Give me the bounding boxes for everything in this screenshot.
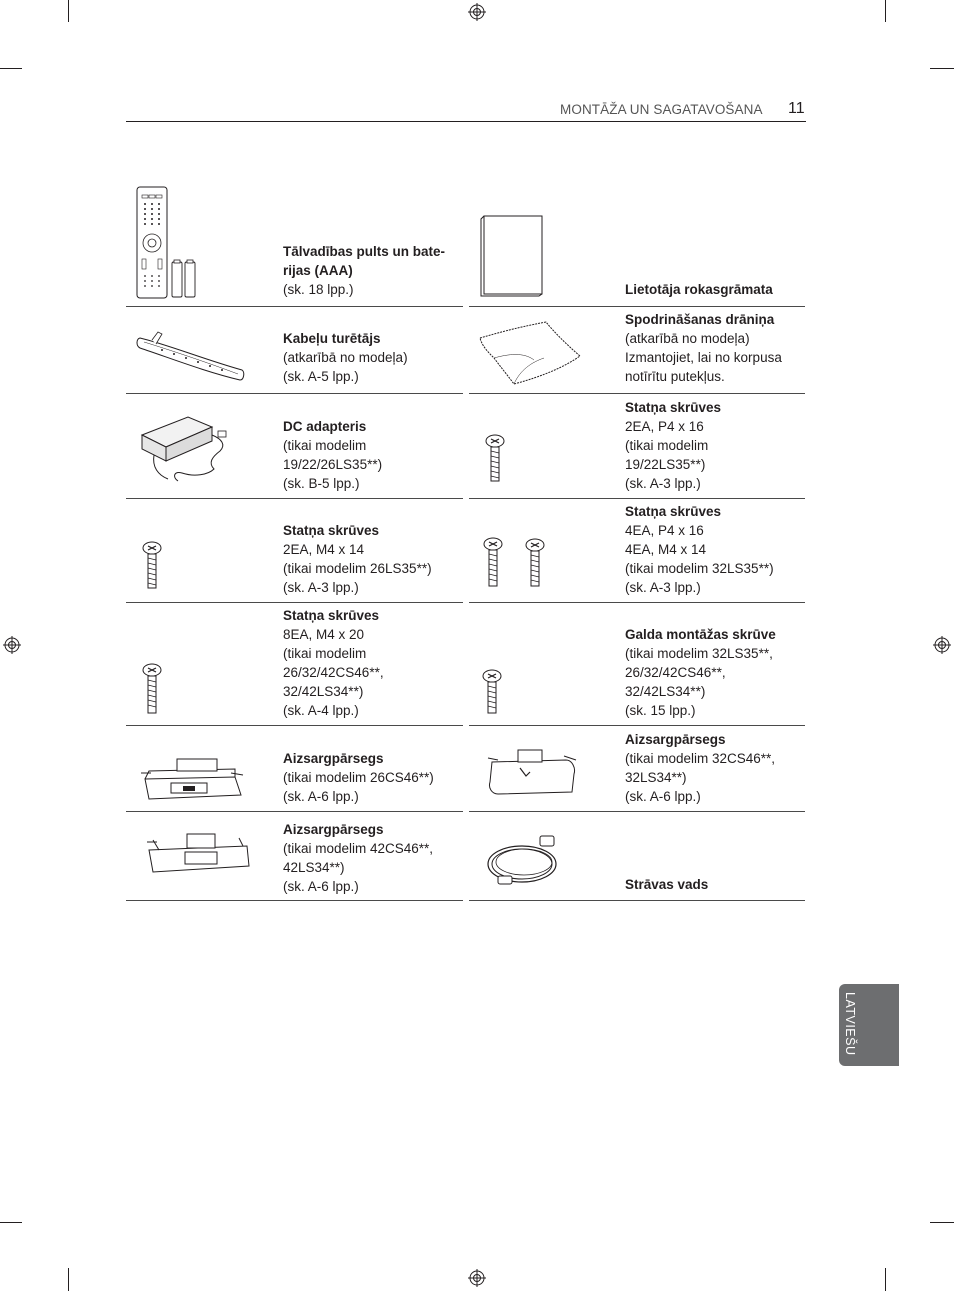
row-divider (126, 306, 463, 307)
item-detail: 32/42LS34**) (625, 684, 706, 699)
item-cover-c-text (283, 820, 433, 896)
item-detail: 4EA, M4 x 14 (625, 542, 707, 557)
item-title-cont: rijas (AAA) (283, 263, 353, 278)
row-divider (126, 811, 463, 812)
manual-booklet-icon (480, 215, 546, 297)
item-detail: (tikai modelim 26LS35**) (283, 561, 432, 576)
item-stand-screws-b-text (283, 521, 432, 597)
language-tab (839, 984, 899, 1066)
protective-cover-small-icon (482, 744, 580, 800)
registration-mark-icon (468, 1269, 486, 1287)
item-detail: (tikai modelim 26CS46**) (283, 770, 434, 785)
remote-control-icon (136, 186, 200, 300)
item-cover-a-text (283, 749, 434, 806)
item-title: Statņa skrūves (625, 504, 722, 519)
item-desk-screw-text (625, 625, 776, 720)
item-detail: (sk. 18 lpp.) (283, 282, 354, 297)
item-detail: (tikai modelim 42CS46**, (283, 841, 434, 856)
item-detail: (atkarībā no modeļa) (625, 331, 750, 346)
item-title: Kabeļu turētājs (283, 331, 381, 346)
two-screws-icon (482, 536, 550, 590)
item-detail: 42LS34**) (283, 860, 345, 875)
item-cable-holder-text (283, 329, 408, 386)
item-detail: 8EA, M4 x 20 (283, 627, 365, 642)
screw-icon (141, 662, 163, 716)
item-manual-text (625, 280, 773, 299)
item-detail: (sk. A-3 lpp.) (283, 580, 359, 595)
item-title: Lietotāja rokasgrāmata (625, 282, 773, 297)
polishing-cloth-icon (474, 318, 586, 388)
item-title: Spodrināšanas drāniņa (625, 312, 775, 327)
item-detail: (tikai modelim (283, 438, 367, 453)
language-tab-label: LATVIEŠU (843, 992, 857, 1056)
registration-mark-icon (933, 636, 951, 654)
item-detail: (sk. A-5 lpp.) (283, 369, 359, 384)
crop-mark (0, 1222, 22, 1223)
item-title: Galda montāžas skrūve (625, 627, 776, 642)
item-cover-b-text (625, 730, 775, 806)
crop-mark (930, 68, 954, 69)
crop-mark (0, 68, 22, 69)
item-stand-screws-c-text (625, 502, 774, 597)
row-divider (126, 602, 463, 603)
item-stand-screws-d-text (283, 606, 384, 720)
crop-mark (68, 1268, 69, 1291)
item-detail: (sk. A-3 lpp.) (625, 580, 701, 595)
item-dc-adapter-text (283, 417, 382, 493)
item-detail: Izmantojiet, lai no korpusa (625, 350, 782, 365)
item-detail: 26/32/42CS46**, (625, 665, 726, 680)
row-divider (126, 498, 463, 499)
item-title: Aizsargpārsegs (283, 822, 384, 837)
row-divider (126, 725, 463, 726)
item-detail: (sk. A-3 lpp.) (625, 476, 701, 491)
item-detail: 2EA, M4 x 14 (283, 542, 365, 557)
item-detail: (sk. B-5 lpp.) (283, 476, 360, 491)
item-detail: (sk. A-6 lpp.) (283, 879, 359, 894)
item-power-cord-text (625, 875, 708, 894)
item-title: Statņa skrūves (625, 400, 722, 415)
item-title: Statņa skrūves (283, 608, 380, 623)
item-cloth-text (625, 310, 782, 386)
crop-mark (68, 0, 69, 22)
item-title: Statņa skrūves (283, 523, 380, 538)
item-detail: 4EA, P4 x 16 (625, 523, 704, 538)
row-divider (469, 811, 805, 812)
item-detail: 26/32/42CS46**, (283, 665, 384, 680)
item-detail: (sk. A-6 lpp.) (283, 789, 359, 804)
power-cord-icon (484, 832, 570, 890)
section-title: MONTĀŽA UN SAGATAVOŠANA (560, 102, 763, 117)
crop-mark (930, 1222, 954, 1223)
item-title: Strāvas vads (625, 877, 709, 892)
item-detail: (tikai modelim 32CS46**, (625, 751, 776, 766)
item-detail: (tikai modelim (283, 646, 367, 661)
registration-mark-icon (3, 636, 21, 654)
item-detail: 32/42LS34**) (283, 684, 364, 699)
item-stand-screws-a-text (625, 398, 721, 493)
item-detail: (sk. A-6 lpp.) (625, 789, 701, 804)
dc-adapter-icon (138, 405, 234, 487)
protective-cover-large-icon (143, 830, 255, 878)
item-detail: 32LS34**) (625, 770, 687, 785)
page-number: 11 (788, 100, 805, 117)
item-title: Tālvadības pults un bate- (283, 244, 446, 259)
row-divider (469, 725, 805, 726)
protective-cover-icon (139, 755, 245, 803)
row-divider (469, 602, 805, 603)
item-detail: 2EA, P4 x 16 (625, 419, 704, 434)
short-screw-icon (481, 668, 503, 716)
item-title: DC adapteris (283, 419, 367, 434)
item-detail: 19/22LS35**) (625, 457, 706, 472)
item-detail: (atkarībā no modeļa) (283, 350, 408, 365)
crop-mark (885, 0, 886, 22)
item-detail: notīrītu putekļus. (625, 369, 725, 384)
row-divider (469, 498, 805, 499)
row-divider (469, 306, 805, 307)
row-divider (469, 900, 805, 901)
screw-icon (484, 433, 506, 485)
item-title: Aizsargpārsegs (625, 732, 726, 747)
registration-mark-icon (468, 3, 486, 21)
row-divider (126, 393, 463, 394)
row-divider (469, 393, 805, 394)
item-detail: (sk. A-4 lpp.) (283, 703, 359, 718)
item-detail: (tikai modelim 32LS35**) (625, 561, 774, 576)
item-remote-text (283, 242, 445, 299)
crop-mark (885, 1268, 886, 1291)
row-divider (126, 900, 463, 901)
item-detail: (sk. 15 lpp.) (625, 703, 696, 718)
cable-holder-icon (136, 330, 248, 386)
screw-icon (141, 540, 163, 592)
item-detail: (tikai modelim 32LS35**, (625, 646, 773, 661)
item-title: Aizsargpārsegs (283, 751, 384, 766)
header-rule (126, 121, 806, 122)
item-detail: (tikai modelim (625, 438, 709, 453)
item-detail: 19/22/26LS35**) (283, 457, 383, 472)
